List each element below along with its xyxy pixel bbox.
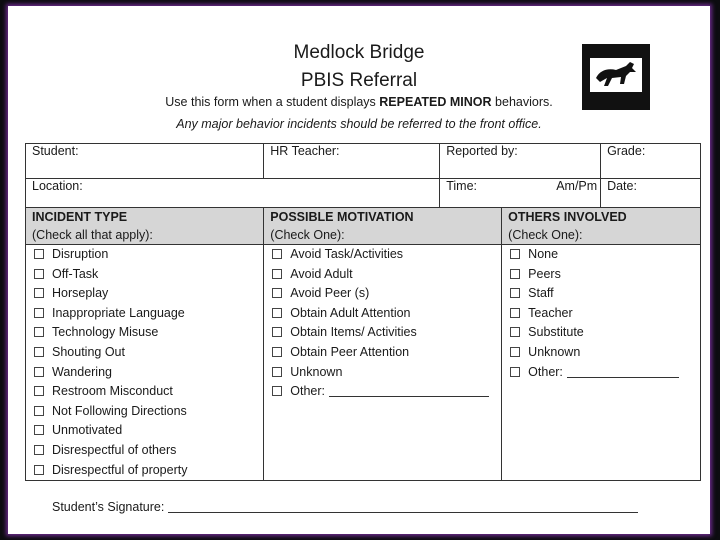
- checkbox-icon[interactable]: [272, 269, 282, 279]
- option-label: Obtain Items/ Activities: [290, 325, 417, 340]
- location-label: Location:: [32, 179, 83, 193]
- checkbox-icon[interactable]: [510, 249, 520, 259]
- instruction-suffix: behaviors.: [491, 95, 553, 109]
- motivation-option[interactable]: [270, 284, 501, 304]
- others-option[interactable]: [508, 284, 700, 304]
- incident-type-title: INCIDENT TYPE: [32, 210, 128, 224]
- signature-label: Student’s Signature:: [52, 500, 165, 514]
- option-label: Obtain Peer Attention: [290, 344, 410, 359]
- option-label: Wandering: [52, 364, 112, 379]
- checkbox-icon[interactable]: [34, 269, 44, 279]
- student-field[interactable]: [26, 144, 264, 179]
- incident-option[interactable]: [32, 323, 263, 343]
- option-label: Obtain Adult Attention: [290, 305, 411, 320]
- checkbox-icon[interactable]: [34, 425, 44, 435]
- am-pm-label: Am/Pm: [556, 179, 598, 193]
- grade-label: Grade:: [607, 144, 646, 158]
- checkbox-icon[interactable]: [510, 347, 520, 357]
- motivation-subtitle: (Check One):: [270, 228, 345, 242]
- signature-line[interactable]: [168, 512, 638, 513]
- others-involved-title: OTHERS INVOLVED: [508, 210, 627, 224]
- checkbox-icon[interactable]: [510, 288, 520, 298]
- incident-option[interactable]: [32, 363, 263, 383]
- checkbox-icon[interactable]: [272, 288, 282, 298]
- incident-type-subtitle: (Check all that apply):: [32, 228, 153, 242]
- checkbox-icon[interactable]: [34, 406, 44, 416]
- checkbox-icon[interactable]: [272, 367, 282, 377]
- motivation-option[interactable]: [270, 323, 501, 343]
- others-option[interactable]: [508, 343, 700, 363]
- option-label: Technology Misuse: [52, 325, 159, 340]
- others-option[interactable]: [508, 265, 700, 285]
- date-field[interactable]: [601, 179, 701, 208]
- option-label: Teacher: [528, 305, 573, 320]
- checkbox-icon[interactable]: [510, 269, 520, 279]
- checkbox-icon[interactable]: [34, 367, 44, 377]
- time-field[interactable]: [440, 179, 601, 208]
- option-label: Inappropriate Language: [52, 305, 185, 320]
- others-involved-header: [502, 208, 701, 245]
- incident-option[interactable]: [32, 461, 263, 481]
- incident-option[interactable]: [32, 304, 263, 324]
- motivation-option[interactable]: [270, 304, 501, 324]
- checkbox-icon[interactable]: [272, 347, 282, 357]
- option-label: Other:: [290, 384, 326, 399]
- other-write-in-line[interactable]: [567, 377, 679, 378]
- option-label: Horseplay: [52, 286, 109, 301]
- instruction-prefix: Use this form when a student displays: [165, 95, 380, 109]
- time-label: Time:: [446, 179, 477, 193]
- grade-field[interactable]: [601, 144, 701, 179]
- incident-option[interactable]: [32, 265, 263, 285]
- others-option[interactable]: [508, 245, 700, 265]
- others-option[interactable]: [508, 304, 700, 324]
- form-title: PBIS Referral: [300, 70, 418, 91]
- motivation-option[interactable]: [270, 363, 501, 383]
- checkbox-icon[interactable]: [272, 308, 282, 318]
- option-label: Unknown: [290, 364, 343, 379]
- incident-option[interactable]: [32, 284, 263, 304]
- option-label: Disrespectful of others: [52, 442, 177, 457]
- option-label: Staff: [528, 286, 554, 301]
- option-label: Avoid Task/Activities: [290, 247, 404, 261]
- option-label: Off-Task: [52, 266, 99, 281]
- option-label: Disrespectful of property: [52, 462, 188, 477]
- school-logo: [582, 44, 650, 110]
- option-label: Unknown: [528, 344, 581, 359]
- incident-option[interactable]: [32, 343, 263, 363]
- mustang-horse-icon: [590, 58, 642, 92]
- other-write-in-line[interactable]: [329, 396, 489, 397]
- option-label: Avoid Adult: [290, 266, 353, 281]
- option-label: Shouting Out: [52, 344, 125, 359]
- checkbox-icon[interactable]: [272, 249, 282, 259]
- student-label: Student:: [32, 144, 79, 158]
- incident-type-header: [26, 208, 264, 245]
- incident-option[interactable]: [32, 382, 263, 402]
- checkbox-icon[interactable]: [34, 465, 44, 475]
- motivation-option[interactable]: [270, 245, 501, 265]
- option-label: Substitute: [528, 325, 584, 340]
- checkbox-icon[interactable]: [34, 347, 44, 357]
- checkbox-icon[interactable]: [510, 308, 520, 318]
- option-label: Other:: [528, 364, 563, 379]
- incident-option[interactable]: [32, 402, 263, 422]
- checkbox-icon[interactable]: [272, 386, 282, 396]
- option-label: Not Following Directions: [52, 403, 187, 418]
- checkbox-icon[interactable]: [34, 386, 44, 396]
- motivation-list: [264, 245, 502, 481]
- reported-by-field[interactable]: [440, 144, 601, 179]
- motivation-option[interactable]: [270, 265, 501, 285]
- option-label: Disruption: [52, 247, 109, 261]
- checkbox-icon[interactable]: [510, 327, 520, 337]
- checkbox-icon[interactable]: [34, 445, 44, 455]
- location-field[interactable]: [26, 179, 440, 208]
- others-option-other[interactable]: [508, 363, 700, 383]
- motivation-title: POSSIBLE MOTIVATION: [270, 210, 414, 224]
- motivation-option-other[interactable]: [270, 382, 501, 402]
- others-involved-list: [502, 245, 701, 481]
- incident-option[interactable]: [32, 441, 263, 461]
- checkbox-icon[interactable]: [272, 327, 282, 337]
- others-option[interactable]: [508, 323, 700, 343]
- checkbox-icon[interactable]: [34, 327, 44, 337]
- school-name: Medlock Bridge: [293, 42, 425, 63]
- date-label: Date:: [607, 179, 637, 193]
- checkbox-icon[interactable]: [34, 249, 44, 259]
- hr-teacher-field[interactable]: [264, 144, 440, 179]
- referral-form-page: [8, 6, 710, 534]
- checkbox-icon[interactable]: [510, 367, 520, 377]
- reported-by-label: Reported by:: [446, 144, 518, 158]
- hr-teacher-label: HR Teacher:: [270, 144, 340, 158]
- instruction-emphasis: REPEATED MINOR: [379, 95, 492, 109]
- motivation-option[interactable]: [270, 343, 501, 363]
- instruction-line-2: Any major behavior incidents should be referred to the front office.: [176, 117, 542, 131]
- option-label: None: [528, 247, 559, 261]
- signature-row: [52, 500, 638, 514]
- referral-table: [25, 143, 701, 481]
- checkbox-icon[interactable]: [34, 308, 44, 318]
- incident-option[interactable]: [32, 421, 263, 441]
- option-label: Restroom Misconduct: [52, 384, 173, 399]
- option-label: Avoid Peer (s): [290, 286, 370, 301]
- motivation-header: [264, 208, 502, 245]
- option-label: Unmotivated: [52, 423, 123, 438]
- others-involved-subtitle: (Check One):: [508, 228, 583, 242]
- option-label: Peers: [528, 266, 561, 281]
- checkbox-icon[interactable]: [34, 288, 44, 298]
- incident-type-list: [26, 245, 264, 481]
- incident-option[interactable]: [32, 245, 263, 265]
